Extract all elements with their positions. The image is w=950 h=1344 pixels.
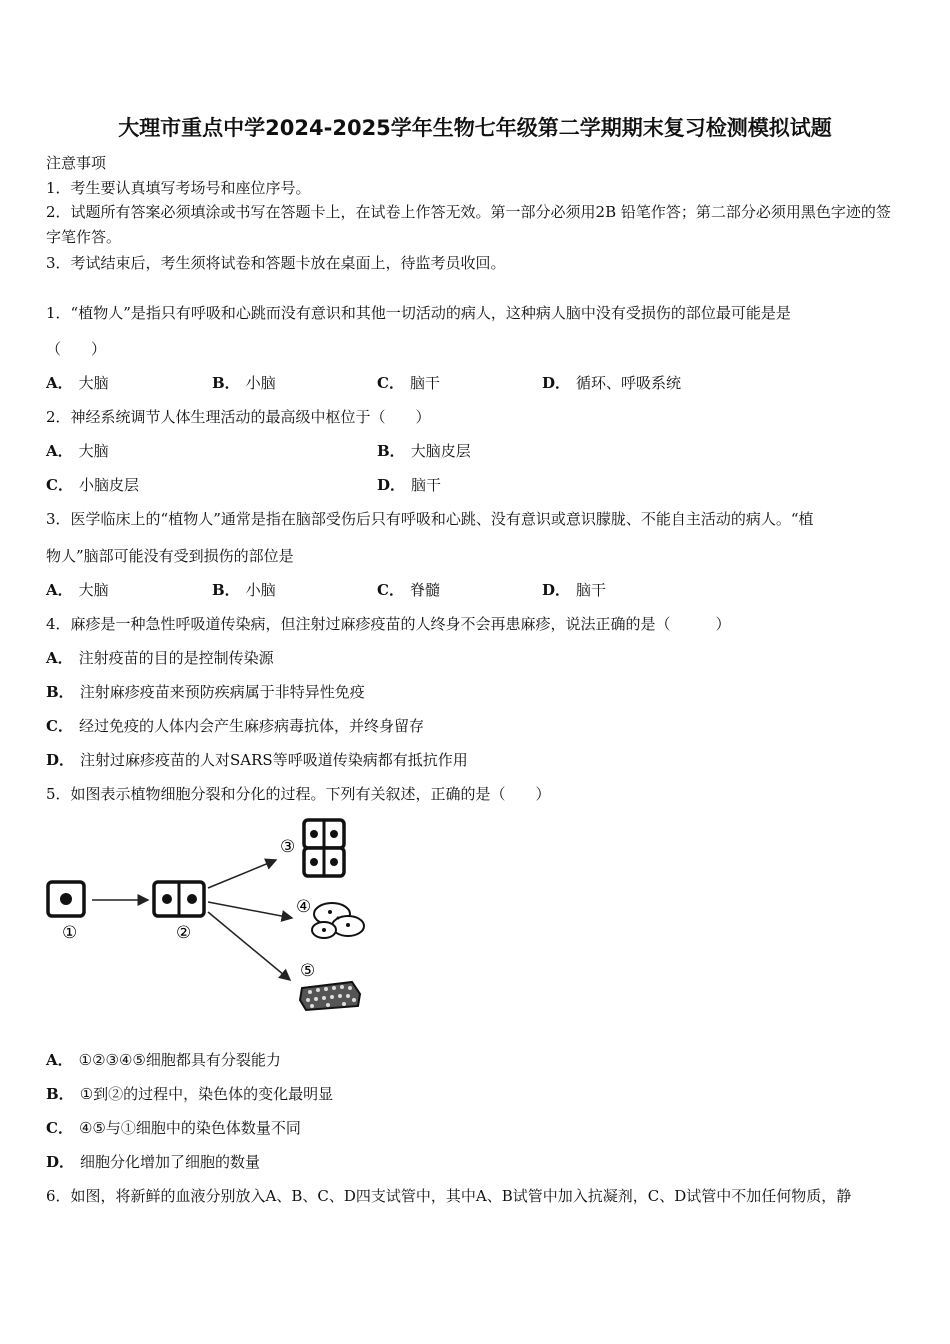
option-d[interactable]: D． 循环、呼吸系统 xyxy=(542,374,682,392)
question-stem-continued: 物人”脑部可能没有受到损伤的部位是 xyxy=(46,547,294,565)
label-5: ⑤ xyxy=(300,961,316,981)
label-1: ① xyxy=(62,923,78,943)
cell-3 xyxy=(304,820,344,876)
cell-1 xyxy=(48,882,84,916)
question-stem: 2．神经系统调节人体生理活动的最高级中枢位于（ ） xyxy=(46,408,431,426)
option-c[interactable]: C． 小脑皮层 xyxy=(46,476,139,494)
option-d[interactable]: D． 脑干 xyxy=(542,581,607,599)
label-2: ② xyxy=(176,923,192,943)
option-a[interactable]: A． 大脑 xyxy=(46,581,109,599)
option-a[interactable]: A． 大脑 xyxy=(46,442,109,460)
page-title: 大理市重点中学2024-2025学年生物七年级第二学期期末复习检测模拟试题 xyxy=(118,116,832,140)
notice-heading: 注意事项 xyxy=(46,154,107,172)
option-c[interactable]: C． 脊髓 xyxy=(377,581,440,599)
question-stem: 5．如图表示植物细胞分裂和分化的过程。下列有关叙述，正确的是（ ） xyxy=(46,785,551,803)
notice-item: 3．考试结束后，考生须将试卷和答题卡放在桌面上，待监考员收回。 xyxy=(46,254,506,272)
notice-item: 1．考生要认真填写考场号和座位序号。 xyxy=(46,179,311,197)
question-stem: 4．麻疹是一种急性呼吸道传染病，但注射过麻疹疫苗的人终身不会再患麻疹，说法正确的是（ ） xyxy=(46,615,731,633)
question-stem: 3．医学临床上的“植物人”通常是指在脑部受伤后只有呼吸和心跳、没有意识或意识朦胧、不能自主活动的病人。“植 xyxy=(46,510,814,528)
option-c[interactable]: C． 经过免疫的人体内会产生麻疹病毒抗体，并终身留存 xyxy=(46,717,424,735)
cell-4 xyxy=(312,903,364,938)
label-4: ④ xyxy=(296,897,312,917)
question-stem: 1．“植物人”是指只有呼吸和心跳而没有意识和其他一切活动的病人，这种病人脑中没有受损伤的部位最可能是是 xyxy=(46,304,791,322)
option-d[interactable]: D． 脑干 xyxy=(377,476,442,494)
question-stem: 6．如图，将新鲜的血液分别放入A、B、C、D四支试管中，其中A、B试管中加入抗凝剂，C、D试管中不加任何物质，静 xyxy=(46,1187,852,1205)
label-3: ③ xyxy=(280,837,296,857)
option-a[interactable]: A． 大脑 xyxy=(46,374,109,392)
option-c[interactable]: C． 脑干 xyxy=(377,374,440,392)
option-d[interactable]: D． 注射过麻疹疫苗的人对SARS等呼吸道传染病都有抵抗作用 xyxy=(46,751,468,769)
option-d[interactable]: D． 细胞分化增加了细胞的数量 xyxy=(46,1153,261,1171)
option-b[interactable]: B． 注射麻疹疫苗来预防疾病属于非特异性免疫 xyxy=(46,683,365,701)
question-stem-continued: （ ） xyxy=(46,340,107,358)
cell-division-figure xyxy=(40,812,370,1022)
option-b[interactable]: B． 小脑 xyxy=(212,374,276,392)
cell-2 xyxy=(154,882,204,916)
option-b[interactable]: B． 大脑皮层 xyxy=(377,442,471,460)
option-b[interactable]: B． 小脑 xyxy=(212,581,276,599)
option-a[interactable]: A． ①②③④⑤细胞都具有分裂能力 xyxy=(46,1051,281,1069)
option-c[interactable]: C． ④⑤与①细胞中的染色体数量不同 xyxy=(46,1119,301,1137)
option-a[interactable]: A． 注射疫苗的目的是控制传染源 xyxy=(46,649,274,667)
notice-item: 2．试题所有答案必须填涂或书写在答题卡上，在试卷上作答无效。第一部分必须用2B 铅笔作答；第二部分必须用黑色字迹的签字笔作答。 xyxy=(46,203,891,246)
cell-5 xyxy=(300,982,360,1010)
option-b[interactable]: B． ①到②的过程中，染色体的变化最明显 xyxy=(46,1085,334,1103)
